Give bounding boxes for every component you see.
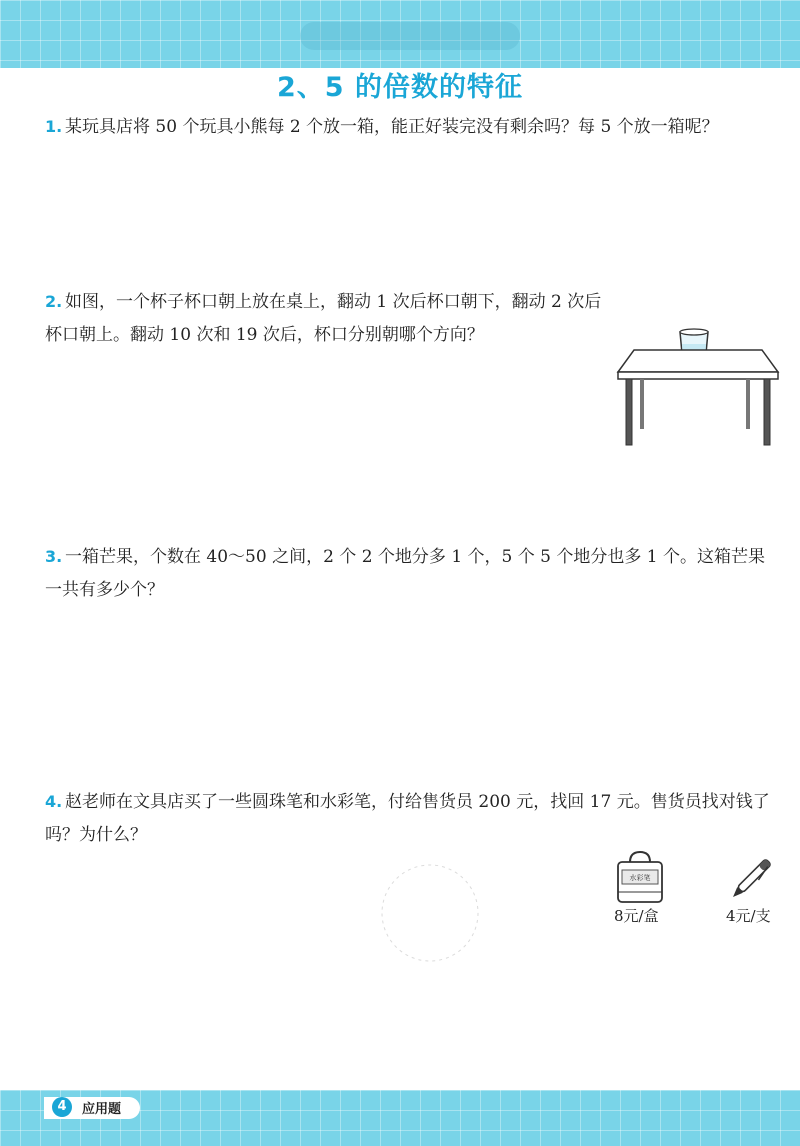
header-decoration: [300, 22, 520, 50]
question-1: [45, 110, 775, 144]
ballpoint-pen-icon: [722, 852, 778, 908]
header-band: [0, 0, 800, 68]
question-text: 一箱芒果，个数在 40～50 之间，2 个 2 个地分多 1 个，5 个 5 个地分也多 1 个。这箱芒果一共有多少个？: [45, 547, 766, 600]
question-3: [45, 540, 775, 607]
question-text: 赵老师在文具店买了一些圆珠笔和水彩笔，付给售货员 200 元，找回 17 元。售货员找对钱了吗？为什么？: [45, 792, 770, 845]
price-box: 8元/盒: [614, 907, 659, 925]
price-pen: 4元/支: [726, 907, 771, 925]
watercolor-pen-box-icon: [610, 848, 670, 908]
page-number: 4: [52, 1097, 72, 1117]
box-label: 水彩笔: [629, 874, 651, 882]
watermark-stamp: [355, 838, 505, 988]
question-text: 如图，一个杯子杯口朝上放在桌上，翻动 1 次后杯口朝下，翻动 2 次后杯口朝上。翻动 10 次和 19 次后，杯口分别朝哪个方向？: [45, 292, 602, 345]
question-number: 3.: [45, 547, 63, 566]
table-with-cup-illustration: [612, 322, 784, 448]
question-number: 1.: [45, 117, 63, 136]
question-number: 4.: [45, 792, 63, 811]
question-text: 某玩具店将 50 个玩具小熊每 2 个放一箱，能正好装完没有剩余吗？每 5 个放一箱呢？: [65, 117, 719, 137]
section-label: 应用题: [82, 1102, 122, 1117]
question-2: [45, 285, 605, 352]
question-number: 2.: [45, 292, 63, 311]
page-title: 2、5 的倍数的特征: [277, 72, 523, 103]
